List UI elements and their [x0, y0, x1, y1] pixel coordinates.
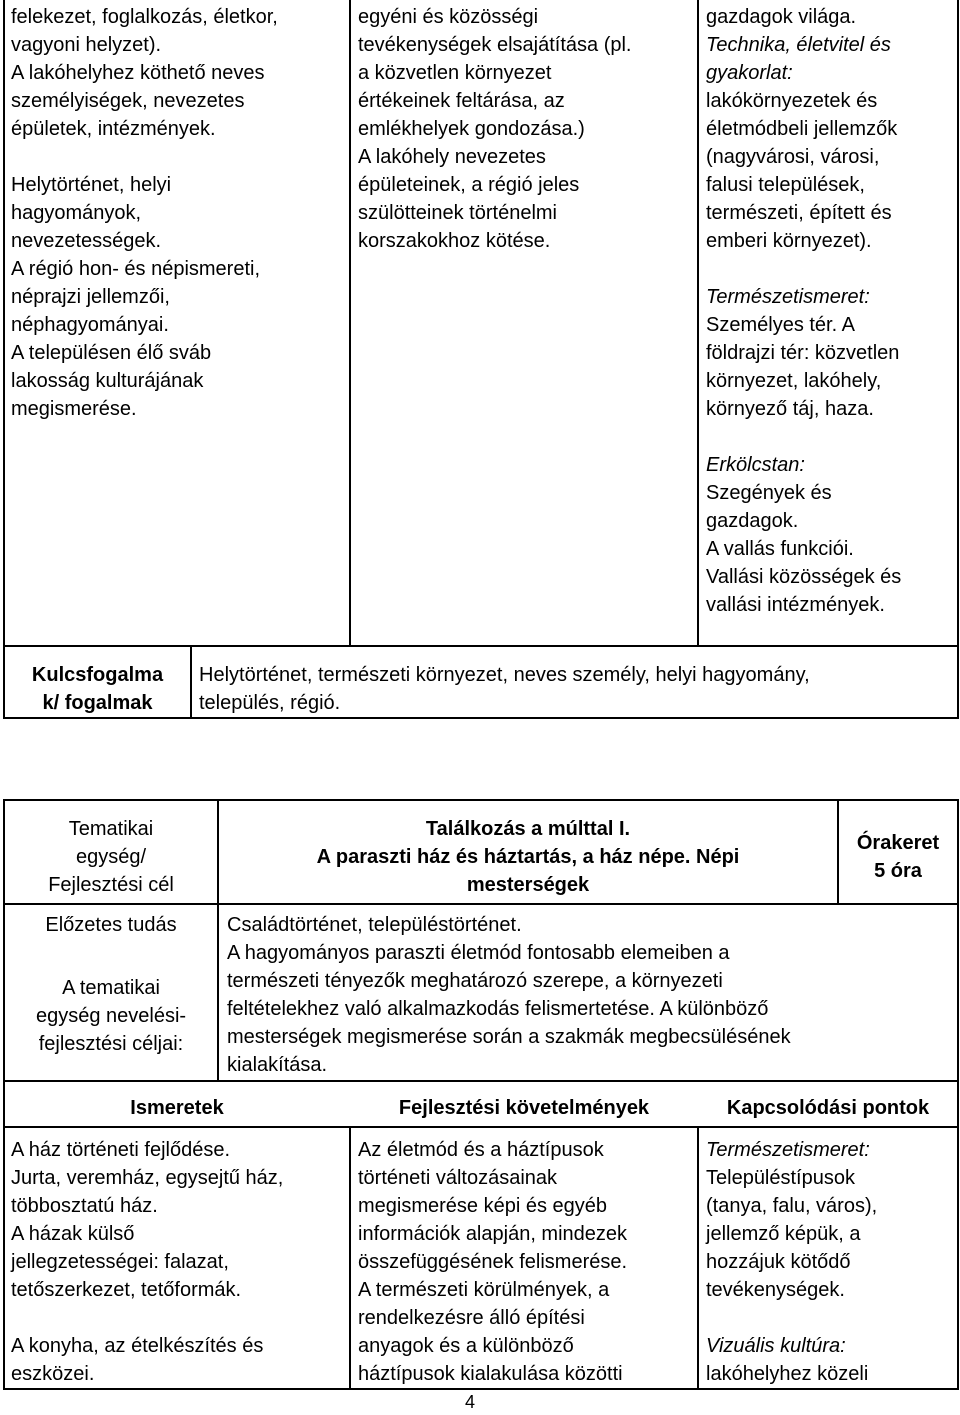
knowledge-text-b: A konyha, az ételkészítés és eszközei.	[11, 1335, 264, 1385]
nature-label: Természetismeret:	[706, 286, 870, 308]
table-border	[3, 1080, 959, 1082]
knowledge-cell	[11, 1136, 347, 1388]
page-number: 4	[464, 1392, 475, 1412]
connections-nature-text: Településtípusok (tanya, falu, város), jellemző képük, a hozzájuk kötődő tevékenységek.	[706, 1167, 878, 1301]
top-col1-text-b: Helytörténet, helyi hagyományok, nevezetességek. A régió hon- és népismereti, néprajzi jellemzői, néphagyományai. A településen élő sváb lakosság kulturájának megismerése.	[11, 174, 261, 420]
top-col1-text-a: felekezet, foglalkozás, életkor, vagyoni helyzet). A lakóhelyhez köthető neves személyiségek, nevezetes épületek, intézmények.	[11, 6, 278, 140]
prior-goals-text-cell	[227, 911, 955, 1079]
top-col2-cell	[358, 3, 694, 255]
key-concepts-label-cell	[5, 661, 190, 717]
key-concepts-text-cell	[199, 661, 955, 717]
hours-value: 5 óra	[874, 860, 922, 882]
top-col3-cell	[706, 3, 956, 619]
knowledge-text-a: A ház történeti fejlődése. Jurta, veremház, egysejtű ház, többosztatú ház. A házak külső jellegzetességei: falazat, tetőszerkezet, tetőformák.	[11, 1139, 284, 1301]
connections-nature-label: Természetismeret:	[706, 1139, 870, 1161]
hours-label: Órakeret	[856, 832, 940, 854]
table-border	[3, 645, 959, 647]
col-header-knowledge	[5, 1094, 349, 1122]
tech-text: lakókörnyezetek és életmódbeli jellemzők (nagyvárosi, városi, falusi települések, természeti, épített és emberi környezet).	[706, 90, 898, 252]
table-border	[697, 1127, 699, 1390]
table-border	[3, 799, 959, 801]
table-border	[3, 0, 5, 718]
nature-text: Személyes tér. A földrajzi tér: közvetlen környezet, lakóhely, környező táj, haza.	[706, 314, 900, 420]
col-header-requirements-label: Fejlesztési követelmények	[398, 1097, 650, 1119]
col-header-knowledge-label: Ismeretek	[130, 1097, 224, 1119]
unit-title: Találkozás a múlttal I. A paraszti ház és háztartás, a ház népe. Népi mesterségek	[316, 818, 740, 896]
key-concepts-label: Kulcsfogalma k/ fogalmak	[31, 664, 164, 714]
table-border	[349, 1127, 351, 1390]
goals-label: A tematikai egység nevelési- fejlesztési céljai:	[35, 977, 187, 1055]
connections-visual-label: Vizuális kultúra:	[706, 1335, 846, 1357]
table-border	[3, 717, 959, 719]
ethics-text: Szegények és gazdagok. A vallás funkciói. Vallási közösségek és vallási intézmények.	[706, 482, 902, 616]
prior-knowledge-label-cell	[5, 911, 217, 939]
connections-cell	[706, 1136, 956, 1388]
top-col1-cell	[11, 3, 347, 423]
col-header-connections-label: Kapcsolódási pontok	[726, 1097, 930, 1119]
col-header-requirements	[351, 1094, 697, 1122]
table-border	[697, 0, 699, 646]
unit-label-cell	[5, 815, 217, 899]
top-col3-line0: gazdagok világa.	[706, 6, 857, 28]
unit-label: Tematikai egység/ Fejlesztési cél	[48, 818, 174, 896]
unit-title-cell	[219, 815, 837, 899]
key-concepts-text: Helytörténet, természeti környezet, neves személy, helyi hagyomány, település, régió.	[199, 664, 810, 714]
tech-label: Technika, életvitel és gyakorlat:	[706, 34, 891, 84]
table-border	[3, 1126, 959, 1128]
hours-cell	[839, 829, 957, 885]
goals-text: A hagyományos paraszti életmód fontosabb elemeiben a természeti tényezők meghatározó szerepe, a környezeti feltételekhez való alkalmazkodás felismertetése. A különböző mesterségek megismerése során a szakmák megbecsülésének kialakítása.	[227, 942, 791, 1076]
table-border	[190, 646, 192, 718]
connections-visual-text: lakóhelyhez közeli	[706, 1363, 869, 1385]
table-border	[957, 0, 959, 718]
prior-knowledge-text: Családtörténet, településtörténet.	[227, 914, 522, 936]
requirements-cell	[358, 1136, 694, 1388]
table-border	[3, 903, 959, 905]
prior-knowledge-label: Előzetes tudás	[45, 914, 177, 936]
ethics-label: Erkölcstan:	[706, 454, 805, 476]
col-header-connections	[699, 1094, 957, 1122]
top-col2-text: egyéni és közösségi tevékenységek elsajátítása (pl. a közvetlen környezet értékeinek feltárása, az emlékhelyek gondozása.) A lakóhely nevezetes épületeinek, a régió jeles szülötteinek történelmi korszakokhoz kötése.	[358, 6, 632, 252]
goals-label-cell	[5, 974, 217, 1058]
table-border	[349, 0, 351, 646]
requirements-text: Az életmód és a háztípusok történeti változásainak megismerése képi és egyéb információk alapján, mindezek összefüggésének felismerése. A természeti körülmények, a rendelkezésre álló építési anyagok és a különböző háztípusok kialakulása közötti	[358, 1139, 628, 1385]
table-border	[957, 799, 959, 1390]
